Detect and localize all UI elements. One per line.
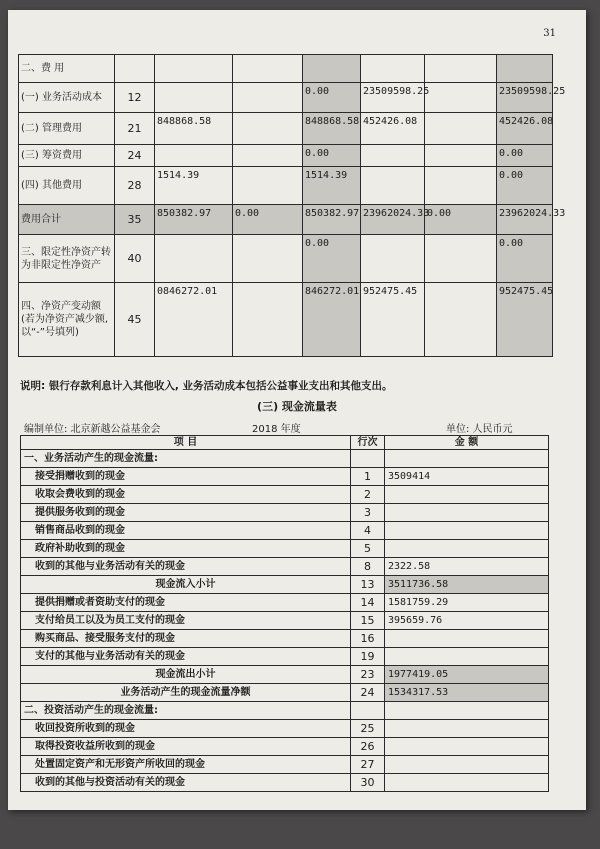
table-row	[21, 648, 549, 666]
table-row	[19, 113, 553, 145]
row-amount	[385, 630, 549, 648]
table-row	[21, 684, 549, 702]
row-item: 接受捐赠收到的现金	[21, 468, 351, 486]
row-item: 收到的其他与投资活动有关的现金	[21, 774, 351, 792]
cell-value: 0.00	[233, 205, 303, 235]
row-label: 三、限定性净资产转为非限定性净资产	[19, 235, 115, 283]
cell-value	[233, 167, 303, 205]
header-line: 行次	[351, 436, 385, 450]
row-amount	[385, 702, 549, 720]
cell-value: 848868.58	[155, 113, 233, 145]
row-item: 二、投资活动产生的现金流量:	[21, 702, 351, 720]
line-number	[351, 702, 385, 720]
table-row	[21, 756, 549, 774]
cell-value	[233, 235, 303, 283]
cell-value: 952475.45	[497, 283, 553, 357]
table-row	[21, 738, 549, 756]
cell-value	[425, 167, 497, 205]
row-amount	[385, 486, 549, 504]
cell-value	[361, 235, 425, 283]
cell-value	[233, 113, 303, 145]
line-number: 16	[351, 630, 385, 648]
line-number: 3	[351, 504, 385, 522]
cell-value	[361, 145, 425, 167]
table-row	[21, 540, 549, 558]
cell-value: 0.00	[497, 235, 553, 283]
cell-value	[425, 145, 497, 167]
cell-value	[361, 55, 425, 83]
row-item: 收回投资所收到的现金	[21, 720, 351, 738]
table-row	[19, 283, 553, 357]
cell-value: 0.00	[303, 145, 361, 167]
cell-value: 846272.01	[303, 283, 361, 357]
document-page	[8, 10, 586, 810]
line-number: 2	[351, 486, 385, 504]
row-amount: 1977419.05	[385, 666, 549, 684]
cell-value	[425, 235, 497, 283]
line-number: 28	[115, 167, 155, 205]
row-amount	[385, 648, 549, 666]
row-item: 提供捐赠或者资助支付的现金	[21, 594, 351, 612]
row-amount	[385, 522, 549, 540]
line-number: 19	[351, 648, 385, 666]
table-row	[21, 558, 549, 576]
line-number: 12	[115, 83, 155, 113]
cell-value: 23509598.25	[497, 83, 553, 113]
cell-value: 0.00	[425, 205, 497, 235]
table-row	[21, 576, 549, 594]
row-amount	[385, 720, 549, 738]
table-row	[21, 774, 549, 792]
line-number: 25	[351, 720, 385, 738]
table-row	[21, 504, 549, 522]
line-number: 8	[351, 558, 385, 576]
cell-value	[497, 55, 553, 83]
activity-statement-table	[18, 54, 566, 357]
table-row	[19, 235, 553, 283]
cell-value: 23962024.33	[361, 205, 425, 235]
header-amount: 金 额	[385, 436, 549, 450]
table-row	[21, 720, 549, 738]
cell-value: 1514.39	[155, 167, 233, 205]
line-number	[351, 450, 385, 468]
cell-value: 0.00	[303, 83, 361, 113]
report-year: 2018 年度	[252, 424, 301, 435]
row-item: 销售商品收到的现金	[21, 522, 351, 540]
cell-value: 452426.08	[497, 113, 553, 145]
row-label: 二、费 用	[19, 55, 115, 83]
row-item: 提供服务收到的现金	[21, 504, 351, 522]
line-number: 21	[115, 113, 155, 145]
currency-unit: 单位: 人民币元	[446, 424, 513, 435]
cell-value: 23962024.33	[497, 205, 553, 235]
table-row	[19, 83, 553, 113]
row-amount: 1534317.53	[385, 684, 549, 702]
line-number: 30	[351, 774, 385, 792]
row-label: 费用合计	[19, 205, 115, 235]
row-item: 购买商品、接受服务支付的现金	[21, 630, 351, 648]
cashflow-table	[20, 435, 549, 792]
row-item: 处置固定资产和无形资产所收回的现金	[21, 756, 351, 774]
row-amount	[385, 774, 549, 792]
row-amount: 3511736.58	[385, 576, 549, 594]
row-label: 四、净资产变动额(若为净资产减少额,以“-”号填列)	[19, 283, 115, 357]
row-label: (一) 业务活动成本	[19, 83, 115, 113]
cell-value: 0.00	[303, 235, 361, 283]
row-item: 一、业务活动产生的现金流量:	[21, 450, 351, 468]
cell-value: 0.00	[497, 145, 553, 167]
line-number: 13	[351, 576, 385, 594]
row-amount	[385, 504, 549, 522]
row-label: (四) 其他费用	[19, 167, 115, 205]
cashflow-title: (三) 现金流量表	[257, 400, 337, 413]
line-number: 27	[351, 756, 385, 774]
cell-value	[425, 113, 497, 145]
row-amount	[385, 450, 549, 468]
cell-value: 850382.97	[155, 205, 233, 235]
table-row	[19, 167, 553, 205]
line-number: 26	[351, 738, 385, 756]
line-number: 35	[115, 205, 155, 235]
table-row	[21, 630, 549, 648]
cell-value	[303, 55, 361, 83]
row-item: 收到的其他与业务活动有关的现金	[21, 558, 351, 576]
line-number: 24	[351, 684, 385, 702]
cell-value: 952475.45	[361, 283, 425, 357]
table-row	[21, 450, 549, 468]
cell-value	[155, 145, 233, 167]
row-item: 收取会费收到的现金	[21, 486, 351, 504]
cell-value: 452426.08	[361, 113, 425, 145]
cell-value	[155, 235, 233, 283]
line-number: 45	[115, 283, 155, 357]
line-number: 4	[351, 522, 385, 540]
row-item: 支付给员工以及为员工支付的现金	[21, 612, 351, 630]
row-amount	[385, 756, 549, 774]
cell-value: 0846272.01	[155, 283, 233, 357]
row-amount	[385, 738, 549, 756]
table-row	[19, 55, 553, 83]
page-number: 31	[543, 28, 556, 39]
cell-value	[155, 83, 233, 113]
row-label: (三) 筹资费用	[19, 145, 115, 167]
row-item: 政府补助收到的现金	[21, 540, 351, 558]
line-number: 23	[351, 666, 385, 684]
cell-value: 850382.97	[303, 205, 361, 235]
cell-value	[361, 167, 425, 205]
row-amount	[385, 540, 549, 558]
line-number	[115, 55, 155, 83]
row-amount: 395659.76	[385, 612, 549, 630]
line-number: 40	[115, 235, 155, 283]
cell-value	[425, 55, 497, 83]
table-row	[19, 205, 553, 235]
cell-value	[233, 55, 303, 83]
row-amount: 3509414	[385, 468, 549, 486]
row-amount: 1581759.29	[385, 594, 549, 612]
cell-value	[155, 55, 233, 83]
cell-value: 1514.39	[303, 167, 361, 205]
cell-value	[425, 283, 497, 357]
row-item: 业务活动产生的现金流量净额	[21, 684, 351, 702]
table-row	[21, 702, 549, 720]
row-amount: 2322.58	[385, 558, 549, 576]
row-item: 取得投资收益所收到的现金	[21, 738, 351, 756]
row-item: 支付的其他与业务活动有关的现金	[21, 648, 351, 666]
row-item: 现金流出小计	[21, 666, 351, 684]
table-row	[21, 594, 549, 612]
cell-value	[233, 83, 303, 113]
cell-value	[233, 283, 303, 357]
row-item: 现金流入小计	[21, 576, 351, 594]
cell-value	[425, 83, 497, 113]
cell-value	[233, 145, 303, 167]
line-number: 24	[115, 145, 155, 167]
cell-value: 23509598.25	[361, 83, 425, 113]
cell-value: 0.00	[497, 167, 553, 205]
table-row	[19, 145, 553, 167]
org-name: 编制单位: 北京新越公益基金会	[24, 424, 161, 435]
cell-value: 848868.58	[303, 113, 361, 145]
row-label: (二) 管理费用	[19, 113, 115, 145]
table-row	[21, 486, 549, 504]
line-number: 1	[351, 468, 385, 486]
line-number: 15	[351, 612, 385, 630]
table-note: 说明: 银行存款利息计入其他收入, 业务活动成本包括公益事业支出和其他支出。	[20, 380, 393, 392]
table-row	[21, 468, 549, 486]
table-row	[21, 666, 549, 684]
table-row	[21, 612, 549, 630]
table-row	[21, 522, 549, 540]
line-number: 14	[351, 594, 385, 612]
line-number: 5	[351, 540, 385, 558]
header-item: 项 目	[21, 436, 351, 450]
